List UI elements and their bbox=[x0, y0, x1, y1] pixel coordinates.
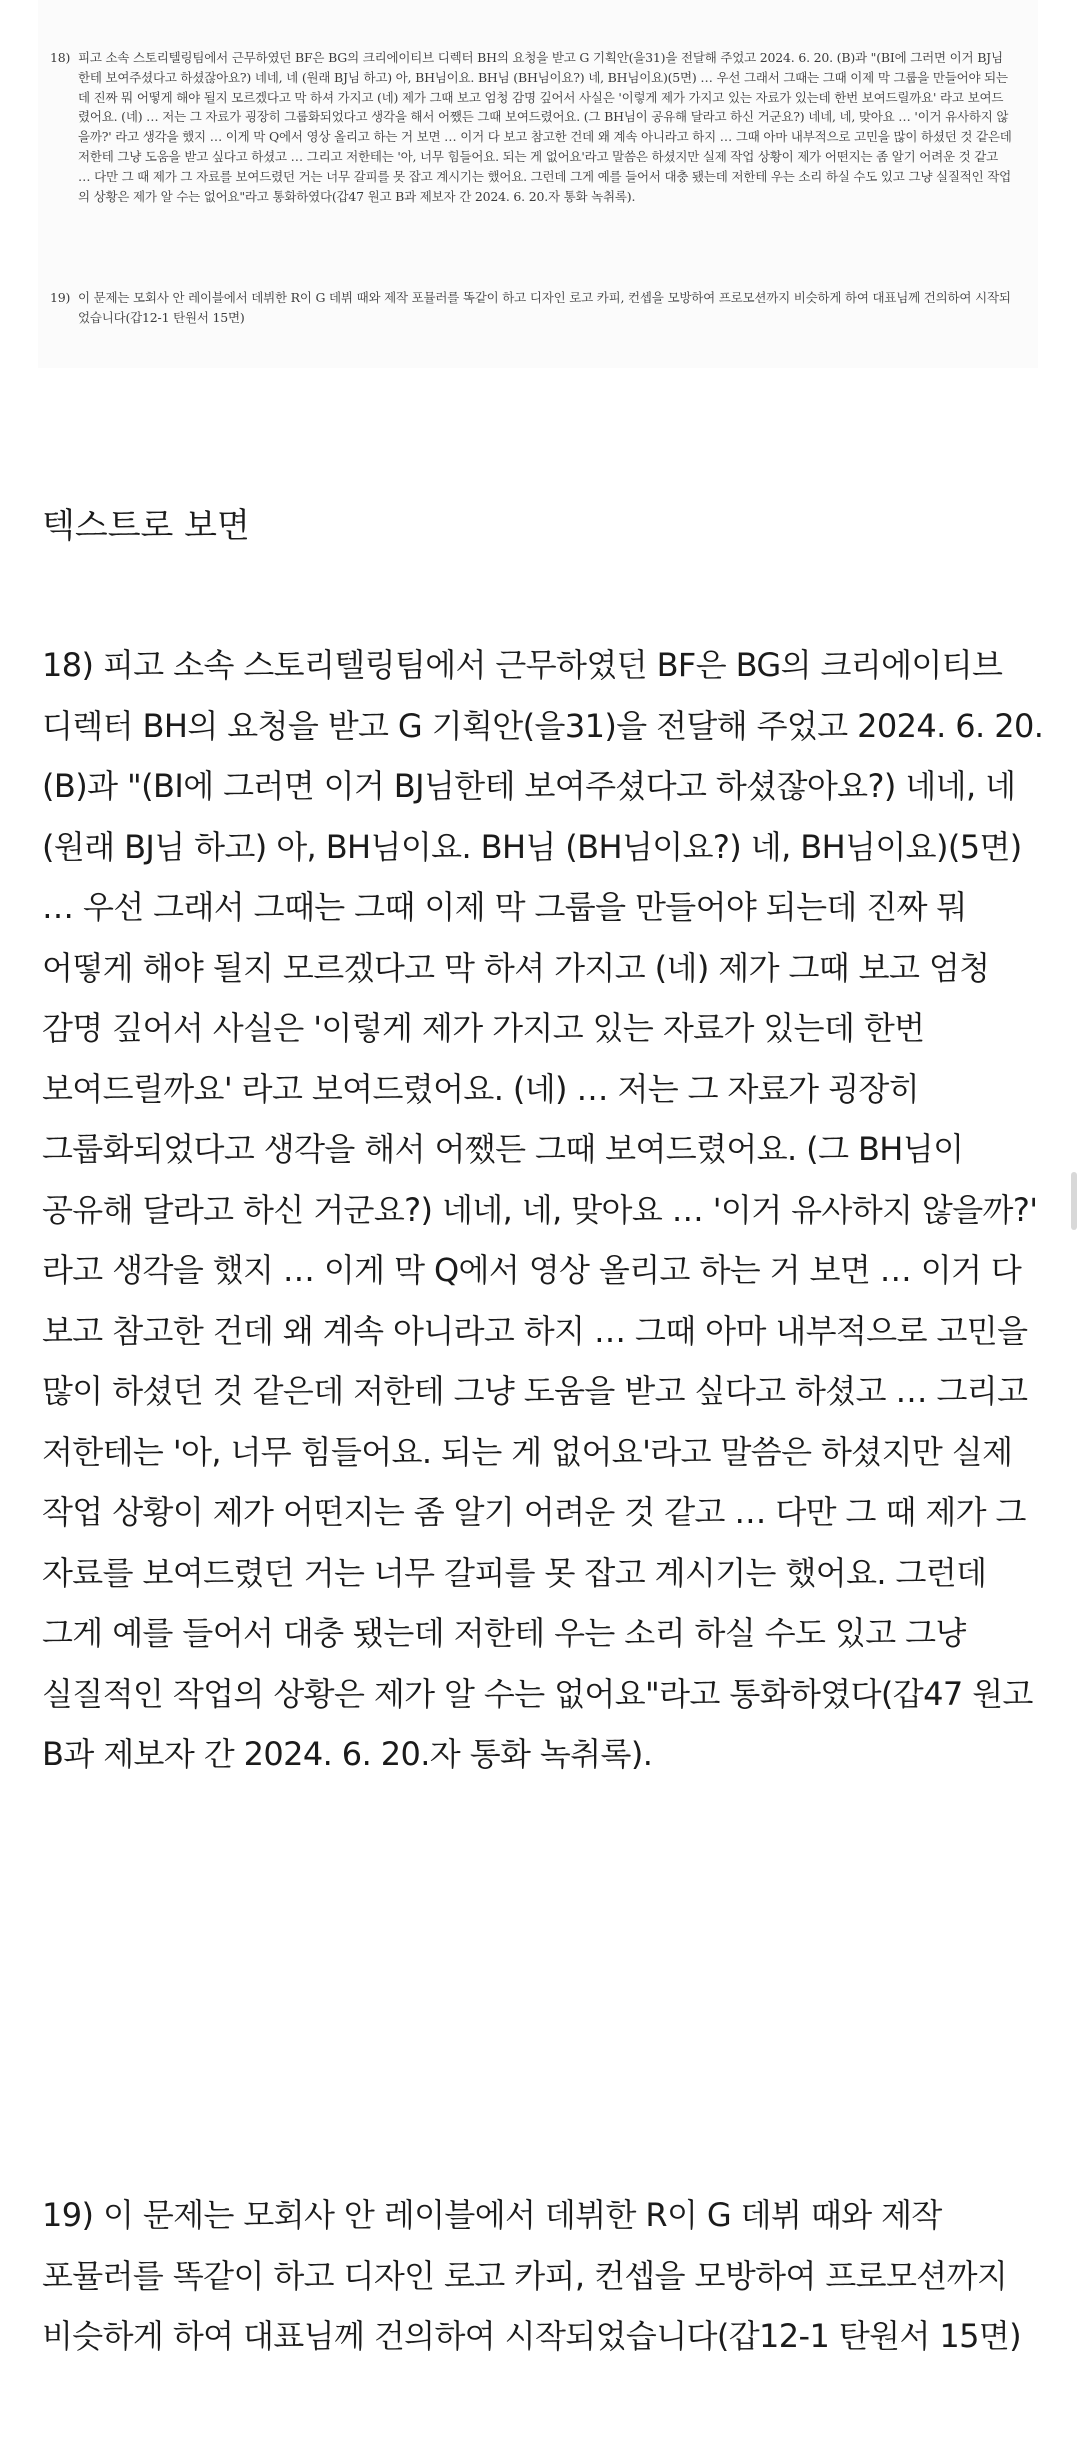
paragraph-18: 18) 피고 소속 스토리텔링팀에서 근무하였던 BF은 BG의 크리에이티브 디렉터 BH의 요청을 받고 G 기획안(을31)을 전달해 주었고 2024. 6. 20. (B)과 "(BI에 그러면 이거 BJ님한테 보여주셨다고 하셨잖아요?) 네네, 네 (원래 BJ님 하고) 아, BH님이요. BH님 (BH님이요?) 네, BH님이요)(5면) … 우선 그래서 그때는 그때 이제 막 그룹을 만들어야 되는데 진짜 뭐 어떻게 해야 될지 모르겠다고 막 하셔 가지고 (네) 제가 그때 보고 엄청 감명 깊어서 사실은 '이렇게 제가 가지고 있는 자료가 있는데 한번 보여드릴까요' 라고 보여드렸어요. (네) … 저는 그 자료가 굉장히 그룹화되었다고 생각을 해서 어쨌든 그때 보여드렸어요. (그 BH님이 공유해 달라고 하신 거군요?) 네네, 네, 맞아요 … '이거 유사하지 않을까?' 라고 생각을 했지 … 이게 막 Q에서 영상 올리고 하는 거 보면 … 이거 다 보고 참고한 건데 왜 계속 아니라고 하지 … 그때 아마 내부적으로 고민을 많이 하셨던 것 같은데 저한테 그냥 도움을 받고 싶다고 하셨고 … 그리고 저한테는 '아, 너무 힘들어요. 되는 게 없어요'라고 말씀은 하셨지만 실제 작업 상황이 제가 어떤지는 좀 알기 어려운 것 같고 … 다만 그 때 제가 그 자료를 보여드렸던 거는 너무 갈피를 못 잡고 계시기는 했어요. 그런데 그게 예를 들어서 대충 됐는데 저한테 우는 소리 하실 수도 있고 그냥 실질적인 작업의 상황은 제가 알 수는 없어요"라고 통화하였다(갑47 원고 B과 제보자 간 2024. 6. 20.자 통화 녹취록). bbox=[42, 646, 1044, 1773]
paragraph-19: 19) 이 문제는 모회사 안 레이블에서 데뷔한 R이 G 데뷔 때와 제작 포뮬러를 똑같이 하고 디자인 로고 카피, 컨셉을 모방하여 프로모션까지 비슷하게 하여 대표님께 건의하여 시작되었습니다(갑12-1 탄원서 15면) bbox=[42, 2196, 1022, 2355]
scan-footnote-18 bbox=[50, 48, 1013, 206]
scan-footnote-19-number: 19) bbox=[50, 290, 71, 305]
scan-footnote-19-text: 이 문제는 모회사 안 레이블에서 데뷔한 R이 G 데뷔 때와 제작 포뮬러를 똑같이 하고 디자인 로고 카피, 컨셉을 모방하여 프로모션까지 비슷하게 하여 대표님께 건의하여 시작되었습니다(갑12-1 탄원서 15면) bbox=[78, 290, 1011, 325]
scan-footnote-19 bbox=[50, 288, 1013, 328]
scan-footnote-18-text: 피고 소속 스토리텔링팀에서 근무하였던 BF은 BG의 크리에이티브 디렉터 BH의 요청을 받고 G 기획안(을31)을 전달해 주었고 2024. 6. 20. (B)과 "(BI에 그러면 이거 BJ님한테 보여주셨다고 하셨잖아요?) 네네, 네 (원래 BJ님 하고) 아, BH님이요. BH님 (BH님이요?) 네, BH님이요)(5면) … 우선 그래서 그때는 그때 이제 막 그룹을 만들어야 되는데 진짜 뭐 어떻게 해야 될지 모르겠다고 막 하셔 가지고 (네) 제가 그때 보고 엄청 감명 깊어서 사실은 '이렇게 제가 가지고 있는 자료가 있는데 한번 보여드릴까요' 라고 보여드렸어요. (네) … 저는 그 자료가 굉장히 그룹화되었다고 생각을 해서 어쨌든 그때 보여드렸어요. (그 BH님이 공유해 달라고 하신 거군요?) 네네, 네, 맞아요 … '이거 유사하지 않을까?' 라고 생각을 했지 … 이게 막 Q에서 영상 올리고 하는 거 보면 … 이거 다 보고 참고한 건데 왜 계속 아니라고 하지 … 그때 아마 내부적으로 고민을 많이 하셨던 것 같은데 저한테 그냥 도움을 받고 싶다고 하셨고 … 그리고 저한테는 '아, 너무 힘들어요. 되는 게 없어요'라고 말씀은 하셨지만 실제 작업 상황이 제가 어떤지는 좀 알기 어려운 것 같고 … 다만 그 때 제가 그 자료를 보여드렸던 거는 너무 갈피를 못 잡고 계시기는 했어요. 그런데 그게 예를 들어서 대충 됐는데 저한테 우는 소리 하실 수도 있고 그냥 실질적인 작업의 상황은 제가 알 수는 없어요"라고 통화하였다(갑47 원고 B과 제보자 간 2024. 6. 20.자 통화 녹취록). bbox=[78, 50, 1012, 204]
scanned-document-image bbox=[38, 0, 1038, 368]
scrollbar-thumb[interactable] bbox=[1071, 1172, 1077, 1230]
section-heading: 텍스트로 보면 bbox=[42, 506, 250, 546]
scan-footnote-18-number: 18) bbox=[50, 50, 71, 65]
scrollbar[interactable] bbox=[1067, 0, 1079, 2464]
